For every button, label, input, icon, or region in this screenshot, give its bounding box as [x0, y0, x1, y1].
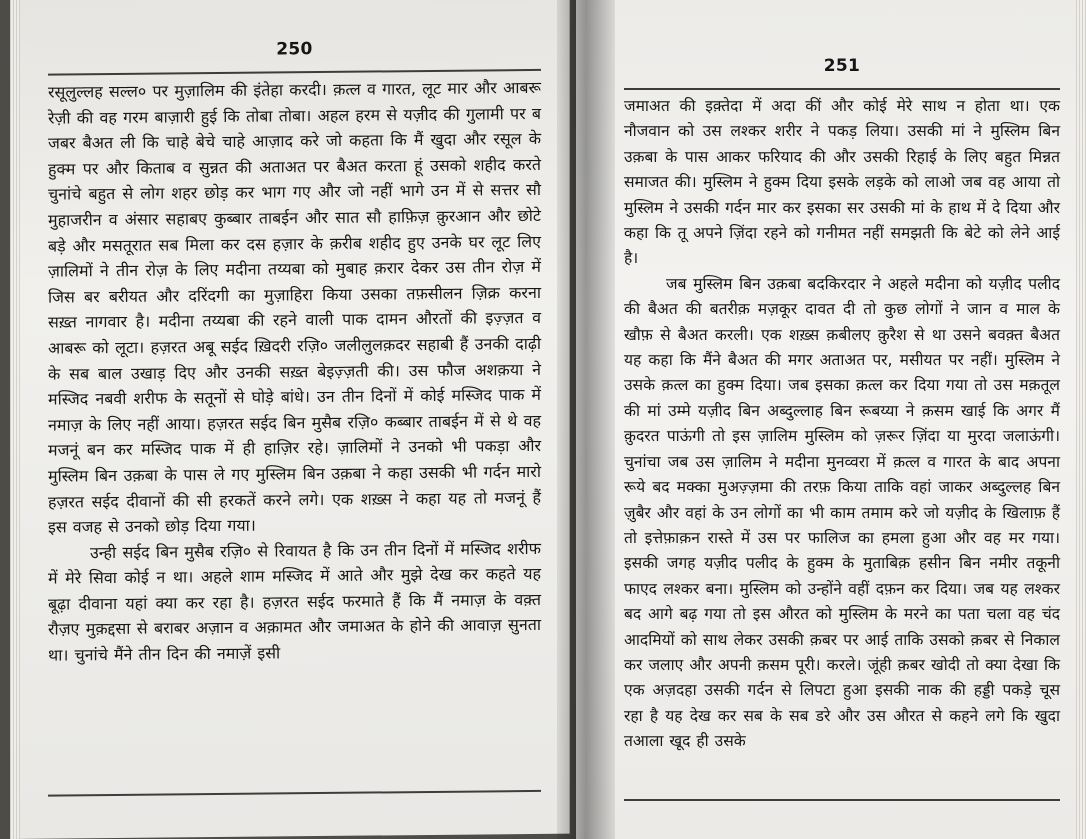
right-page-edge — [1076, 0, 1086, 839]
left-page-number: 250 — [276, 39, 313, 60]
right-page-number: 251 — [823, 56, 861, 76]
right-page-text — [624, 94, 1060, 755]
left-page — [10, 0, 570, 839]
right-paragraph-1: जमाअत की इक़्तेदा में अदा कीं और कोई मेरे साथ न होता था। एक नौजवान को उस लश्कर शरीर ने पकड़ लिया। उसकी मां ने मुस्लिम बिन उक़बा के पास आकर फरियाद की और उसकी रिहाई के लिए बहुत मिन्नत समाजत की। मुस्लिम ने हुक्म दिया इसके लड़के को लाओ जब वह आया तो मुस्लिम ने उसकी गर्दन मार कर इसका सर उसकी मां के हाथ में दे दिया और कहा कि तू अपने ज़िंदा रहने को गनीमत नहीं समझती कि बेटे को लेने आई है। — [624, 97, 1060, 268]
left-bottom-rule — [48, 790, 541, 797]
left-paragraph-2: उन्ही सईद बिन मुसैब रज़ि० से रिवायत है कि उन तीन दिनों में मस्जिद शरीफ में मेरे सिवा कोई न था। अहले शाम मस्जिद में आते और मुझे देख कर कहते यह बूढ़ा दीवाना यहां क्या कर रहा है। हज़रत सईद फरमाते हैं कि मैं नमाज़ के वक़्त रौज़ए मुक़द्दसा से बराबर अज़ान व अक़ामत और जमाअत के होने की आवाज़ सुनता था। चुनांचे मैंने तीन दिन की नमाज़ें इसी — [48, 538, 541, 665]
right-page — [576, 0, 1086, 839]
left-paragraph-1: रसूलुल्लह सल्ल० पर मुज़ालिम की इंतेहा करदी। क़त्ल व गारत, लूट मार और आबरू रेज़ी की वह गरम बाज़ारी हुई कि तोबा तोबा। अहल हरम से यज़ीद की गुलामी पर ब जबर बैअत ली कि चाहे बेचे चाहे आज़ाद करे जो कहता कि मैं खुदा और रसूल के हुक्म पर और किताब व सुन्नत की अताअत पर बैअत करता हूं उसको शहीद करते चुनांचे बहुत से लोग शहर छोड़ कर भाग गए और जो नहीं भागे उन में से सत्तर सौ मुहाजरीन व अंसार सहाबए कुब्बार ताबईन और सात सौ हाफ़िज़ क़ुरआन और छोटे बड़े और मसतूरात सब मिला कर दस हज़ार के क़रीब शहीद हुए उनके घर लूट लिए ज़ालिमों ने तीन रोज़ के लिए मदीना तय्यबा को मुबाह क़रार देकर उस तीन रोज़ में जिस बर बरीयत और दरिंदगी का मुज़ाहिरा किया उसका तफ़सीलन ज़िक्र करना सख़्त नागवार है। मदीना तय्यबा की रहने वाली पाक दामन औरतों की इज़्ज़त व आबरू को लूटा। हज़रत अबू सईद ख़िदरी रज़ि० जलीलुलक़दर सहाबी हैं उनकी दाढ़ी के सब बाल उखाड़ दिए और उनकी सख़्त बेइज़्ज़ती की। उस फौज अशक़या ने मस्जिद नबवी शरीफ के सतूनों से घोड़े बांधे। उन तीन दिनों में कोई मस्जिद पाक में नमाज़ के लिए नहीं आया। हज़रत सईद बिन मुसैब रज़ि० कब्बार ताबईन में से थे वह मजनूं बन कर मस्जिद पाक में ही हाज़िर रहे। ज़ालिमों ने उनको भी पकड़ा और मुस्लिम बिन उक़बा के पास ले गए मुस्लिम बिन उक़बा ने कहा उसकी भी गर्दन मारो हज़रत सईद दीवानों की सी हरकतें करने लगे। एक शख़्स ने कहा यह तो मजनूं हैं इस वजह से उनको छोड़ दिया गया। — [48, 77, 541, 537]
left-page-text — [48, 75, 541, 668]
open-book — [10, 0, 1086, 839]
right-bottom-rule — [624, 799, 1060, 801]
right-top-rule — [624, 88, 1060, 90]
right-paragraph-2: जब मुस्लिम बिन उक़बा बदकिरदार ने अहले मदीना को यज़ीद पलीद की बैअत की बतरीक़ मज़कूर दावत दी तो कुछ लोगों ने जान व माल के खौफ़ से बैअत करली। एक शख़्स क़बीलए क़ुरैश से था उसने बवक़्त बैअत यह कहा कि मैंने बैअत की मगर अताअत पर, मसीयत पर नहीं। मुस्लिम ने उसके क़त्ल का हुक्म दिया। जब इसका क़त्ल कर दिया गया तो उस मक़तूल की मां उम्मे यज़ीद बिन अब्दुल्लाह बिन रूबय्या ने क़सम खाई कि अगर मैं क़ुदरत पाऊंगी तो इस ज़ालिम मुस्लिम को ज़रूर ज़िंदा या मुरदा जलाऊंगी। चुनांचा जब उस ज़ालिम ने मदीना मुनव्वरा में क़त्ल व गारत के बाद अपना रूये बद मक्का मुअज़्ज़मा की तरफ़ किया ताकि वहां जाकर अब्दुल्लह बिन ज़ुबैर और वहां के उन लोगों का भी काम तमाम करे जो यज़ीद के खिलाफ़ हैं तो इत्तेफ़ाक़न रास्ते में उस पर फालिज का हमला हुआ और वह मर गया। इसकी जगह यज़ीद पलीद के हुक्म के मुताबिक़ हसीन बिन नमीर तकूनी फाएद लश्कर बना। मुस्लिम को उन्होंने वहीं दफ़न कर दिया। जब यह लश्कर बद आगे बढ़ गया तो इस औरत को मुस्लिम के मरने का पता चला वह चंद आदमियों को साथ लेकर उसकी क़बर पर आई ताकि उसको क़बर से निकाल कर जलाए और अपनी क़सम पूरी। करले। जूंही क़बर खोदी तो क्या देखा कि एक अज़दहा उसकी गर्दन से लिपटा हुआ इसकी नाक की हड्डी पकड़े चूस रहा है यह देख कर सब के सब डरे और उस औरत से कहने लगे कि खुदा तआला खूद ही उसके — [624, 274, 1060, 751]
left-page-edge — [10, 0, 20, 839]
